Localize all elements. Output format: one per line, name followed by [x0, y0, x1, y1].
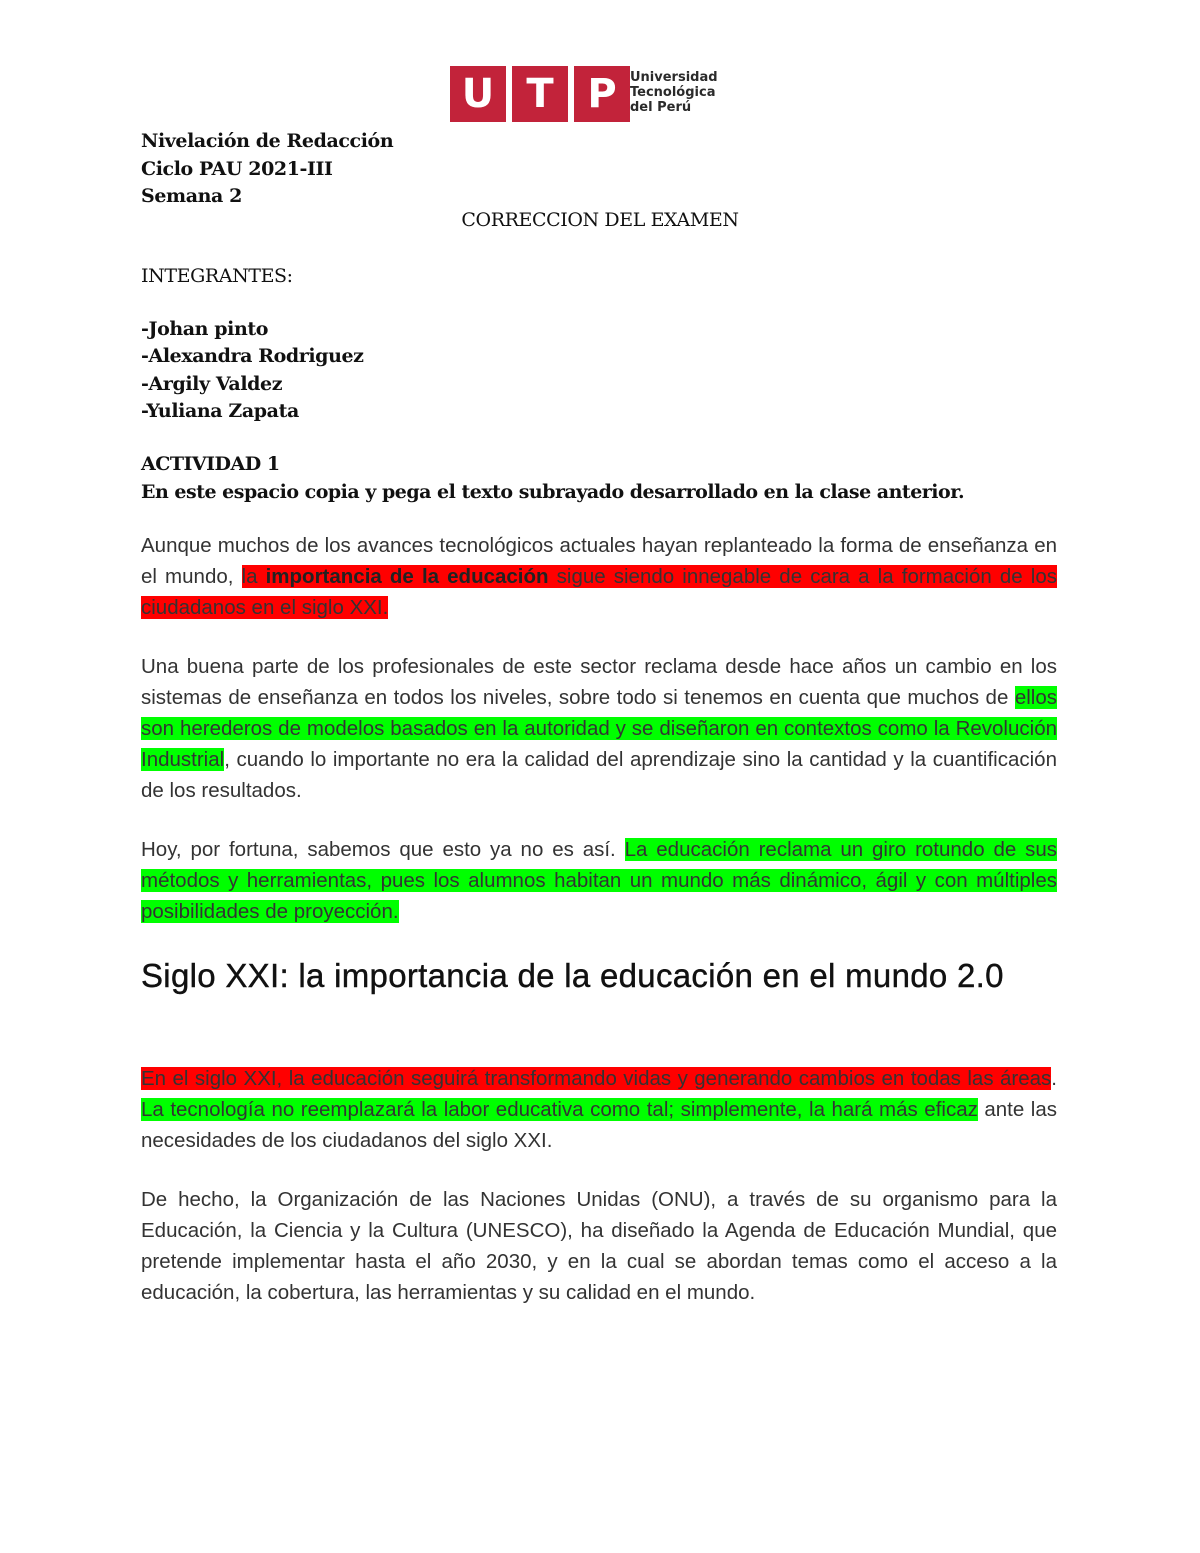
paragraph-3: Hoy, por fortuna, sabemos que esto ya no es así. La educación reclama un giro rotundo de sus métodos y herramientas, pues los alumnos habitan un mundo más dinámico, ágil y con múltiples posibilidades de proyección. [141, 838, 1058, 923]
paragraph-5: De hecho, la Organización de las Naciones Unidas (ONU), a través de su organismo para la Educación, la Ciencia y la Cultura (UNESCO), ha diseñado la Agenda de Educación Mundial, que pretende implementar hasta el año 2030, y en la cual se abordan temas como el acceso a la educación, la cobertura, las herramientas y su calidad en el mundo. [141, 1188, 1057, 1304]
highlight-red: En el siglo XXI, la educación seguirá transformando vidas y generando cambios en todas las áreas [141, 1067, 1052, 1090]
paragraph-2: Una buena parte de los profesionales de este sector reclama desde hace años un cambio en los sistemas de enseñanza en todos los niveles, sobre todo si tenemos en cuenta que muchos de ellos son herederos de modelos basados en la autoridad y se diseñaron en contextos como la Revolución Industrial, cuando lo importante no era la calidad del aprendizaje sino la cantidad y la cuantificación de los resultados. [141, 655, 1057, 802]
members-list [141, 316, 364, 425]
activity-section [141, 451, 964, 506]
paragraph-4: En el siglo XXI, la educación seguirá transformando vidas y generando cambios en todas las áreas. La tecnología no reemplazará la labor educativa como tal; simplemente, la hará más eficaz ante las necesidades de los ciudadanos del siglo XXI. [141, 1067, 1058, 1152]
course-name: Nivelación de Redacción [141, 130, 394, 152]
member-item: -Argily Valdez [141, 372, 283, 395]
member-item: -Johan pinto [141, 318, 269, 340]
highlight-green: ellos son herederos de modelos basados en la autoridad y se diseñaron en contextos como la Revolución Industrial [141, 686, 1057, 771]
highlight-red: la importancia de la educación sigue siendo innegable de cara a la formación de los ciudadanos en el siglo XXI. [141, 565, 1057, 619]
activity-instruction: En este espacio copia y pega el texto subrayado desarrollado en la clase anterior. [141, 480, 965, 503]
integrantes-label: INTEGRANTES: [141, 265, 293, 287]
utp-logo [450, 66, 718, 122]
logo-university-name: Universidad Tecnológica del Perú [630, 70, 718, 115]
section-heading: Siglo XXI: la importancia de la educación en el mundo 2.0 [141, 957, 1004, 994]
logo-letter-t: T [526, 71, 554, 117]
course-week: Semana 2 [141, 185, 242, 207]
highlight-green: La educación reclama un giro rotundo de sus métodos y herramientas, pues los alumnos habitan un mundo más dinámico, ágil y con múltiples posibilidades de proyección. [141, 838, 1058, 923]
highlight-green: La tecnología no reemplazará la labor educativa como tal; simplemente, la hará más eficaz [141, 1098, 978, 1121]
member-item: -Yuliana Zapata [141, 399, 299, 422]
course-cycle: Ciclo PAU 2021-III [141, 157, 333, 180]
course-header [141, 128, 393, 211]
activity-title: ACTIVIDAD 1 [141, 453, 280, 475]
paragraph-1: Aunque muchos de los avances tecnológicos actuales hayan replanteado la forma de enseñanza en el mundo, la importancia de la educación sigue siendo innegable de cara a la formación de los ciudadanos en el siglo XXI. [141, 534, 1057, 619]
document-title: CORRECCION DEL EXAMEN [461, 209, 739, 231]
logo-letter-u: U [461, 71, 495, 117]
member-item: -Alexandra Rodriguez [141, 345, 364, 368]
logo-letter-p: P [587, 71, 617, 117]
